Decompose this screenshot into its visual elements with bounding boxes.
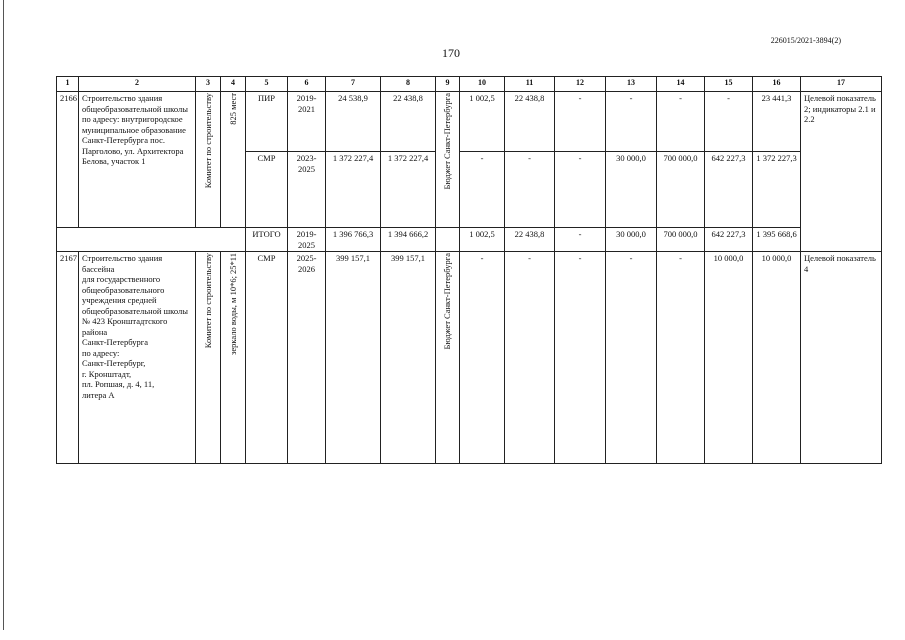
value-col-14: - <box>657 252 705 464</box>
indicator-cell: Целевой показатель 4 <box>801 252 882 464</box>
customer-cell <box>196 252 221 464</box>
value-col-13: - <box>606 252 657 464</box>
value-col-14: 700 000,0 <box>657 228 705 252</box>
customer-cell <box>196 92 221 228</box>
scan-edge-line <box>3 0 4 630</box>
period-cell: 2025-2026 <box>288 252 326 464</box>
capacity-text: зеркало воды, м 10*6; 25*11 <box>227 253 238 356</box>
funding-cell <box>436 252 460 464</box>
header-col-11: 11 <box>505 77 555 92</box>
period-cell: 2019-2021 <box>288 92 326 152</box>
value-col-16: 10 000,0 <box>753 252 801 464</box>
value-col-10: 1 002,5 <box>460 228 505 252</box>
funding-cell <box>436 92 460 228</box>
value-col-15: - <box>705 92 753 152</box>
header-col-9: 9 <box>436 77 460 92</box>
value-col-11: 22 438,8 <box>505 92 555 152</box>
value-col-16: 1 372 227,3 <box>753 152 801 228</box>
value-col-13: 30 000,0 <box>606 152 657 228</box>
value-col-7: 1 372 227,4 <box>326 152 381 228</box>
stage-cell: ПИР <box>246 92 288 152</box>
object-name: Строительство здания бассейна для государственного общеобразовательного учреждения средней общеобразовательной школы № 423 Кронштадтского района Санкт-Петербурга по адресу: Санкт-Петербург, г. Кронштадт, пл. Ропшая, д. 4, 11, литера А <box>79 252 196 464</box>
header-col-1: 1 <box>57 77 79 92</box>
value-col-10: - <box>460 152 505 228</box>
header-row <box>57 77 882 92</box>
period-cell: 2023-2025 <box>288 152 326 228</box>
stage-cell: ИТОГО <box>246 228 288 252</box>
header-col-5: 5 <box>246 77 288 92</box>
value-col-12: - <box>555 92 606 152</box>
value-col-8: 399 157,1 <box>381 252 436 464</box>
value-col-11: - <box>505 152 555 228</box>
header-col-2: 2 <box>79 77 196 92</box>
budget-table <box>56 76 882 464</box>
header-col-6: 6 <box>288 77 326 92</box>
table-row-2167-smr <box>57 252 882 464</box>
period-cell: 2019-2025 <box>288 228 326 252</box>
value-col-15: 642 227,3 <box>705 152 753 228</box>
value-col-10: - <box>460 252 505 464</box>
row-number: 2167 <box>57 252 79 464</box>
blank-cell <box>79 228 196 252</box>
header-col-4: 4 <box>221 77 246 92</box>
value-col-8: 1 394 666,2 <box>381 228 436 252</box>
header-col-7: 7 <box>326 77 381 92</box>
capacity-cell <box>221 92 246 228</box>
table-row-2166-pir <box>57 92 882 152</box>
funding-text: Бюджет Санкт-Петербурга <box>442 253 453 350</box>
customer-text: Комитет по строительству <box>202 253 213 349</box>
value-col-11: 22 438,8 <box>505 228 555 252</box>
indicator-cell: Целевой показатель 2; индикаторы 2.1 и 2.2 <box>801 92 882 252</box>
funding-text: Бюджет Санкт-Петербурга <box>442 93 453 190</box>
object-name: Строительство здания общеобразовательной школы по адресу: внутригородское муниципальное образование Санкт-Петербурга пос. Парголово, ул. Архитектора Белова, участок 1 <box>79 92 196 228</box>
document-code: 226015/2021-3894(2) <box>770 36 841 45</box>
value-col-15: 642 227,3 <box>705 228 753 252</box>
value-col-16: 23 441,3 <box>753 92 801 152</box>
value-col-7: 399 157,1 <box>326 252 381 464</box>
header-col-3: 3 <box>196 77 221 92</box>
blank-cell <box>436 228 460 252</box>
value-col-12: - <box>555 252 606 464</box>
customer-text: Комитет по строительству <box>202 93 213 189</box>
header-col-12: 12 <box>555 77 606 92</box>
value-col-13: - <box>606 92 657 152</box>
capacity-cell <box>221 252 246 464</box>
value-col-16: 1 395 668,6 <box>753 228 801 252</box>
page-number: 170 <box>442 46 460 60</box>
header-col-8: 8 <box>381 77 436 92</box>
stage-cell: СМР <box>246 152 288 228</box>
value-col-8: 1 372 227,4 <box>381 152 436 228</box>
value-col-10: 1 002,5 <box>460 92 505 152</box>
header-col-13: 13 <box>606 77 657 92</box>
value-col-13: 30 000,0 <box>606 228 657 252</box>
value-col-11: - <box>505 252 555 464</box>
stage-cell: СМР <box>246 252 288 464</box>
header-col-14: 14 <box>657 77 705 92</box>
capacity-text: 825 мест <box>227 93 238 125</box>
blank-cell <box>57 228 79 252</box>
value-col-12: - <box>555 228 606 252</box>
value-col-7: 24 538,9 <box>326 92 381 152</box>
header-col-15: 15 <box>705 77 753 92</box>
blank-cell <box>196 228 221 252</box>
row-number: 2166 <box>57 92 79 228</box>
header-col-17: 17 <box>801 77 882 92</box>
header-col-16: 16 <box>753 77 801 92</box>
value-col-14: 700 000,0 <box>657 152 705 228</box>
value-col-14: - <box>657 92 705 152</box>
value-col-7: 1 396 766,3 <box>326 228 381 252</box>
value-col-12: - <box>555 152 606 228</box>
value-col-15: 10 000,0 <box>705 252 753 464</box>
table-row-2166-total <box>57 228 882 252</box>
header-col-10: 10 <box>460 77 505 92</box>
blank-cell <box>221 228 246 252</box>
value-col-8: 22 438,8 <box>381 92 436 152</box>
